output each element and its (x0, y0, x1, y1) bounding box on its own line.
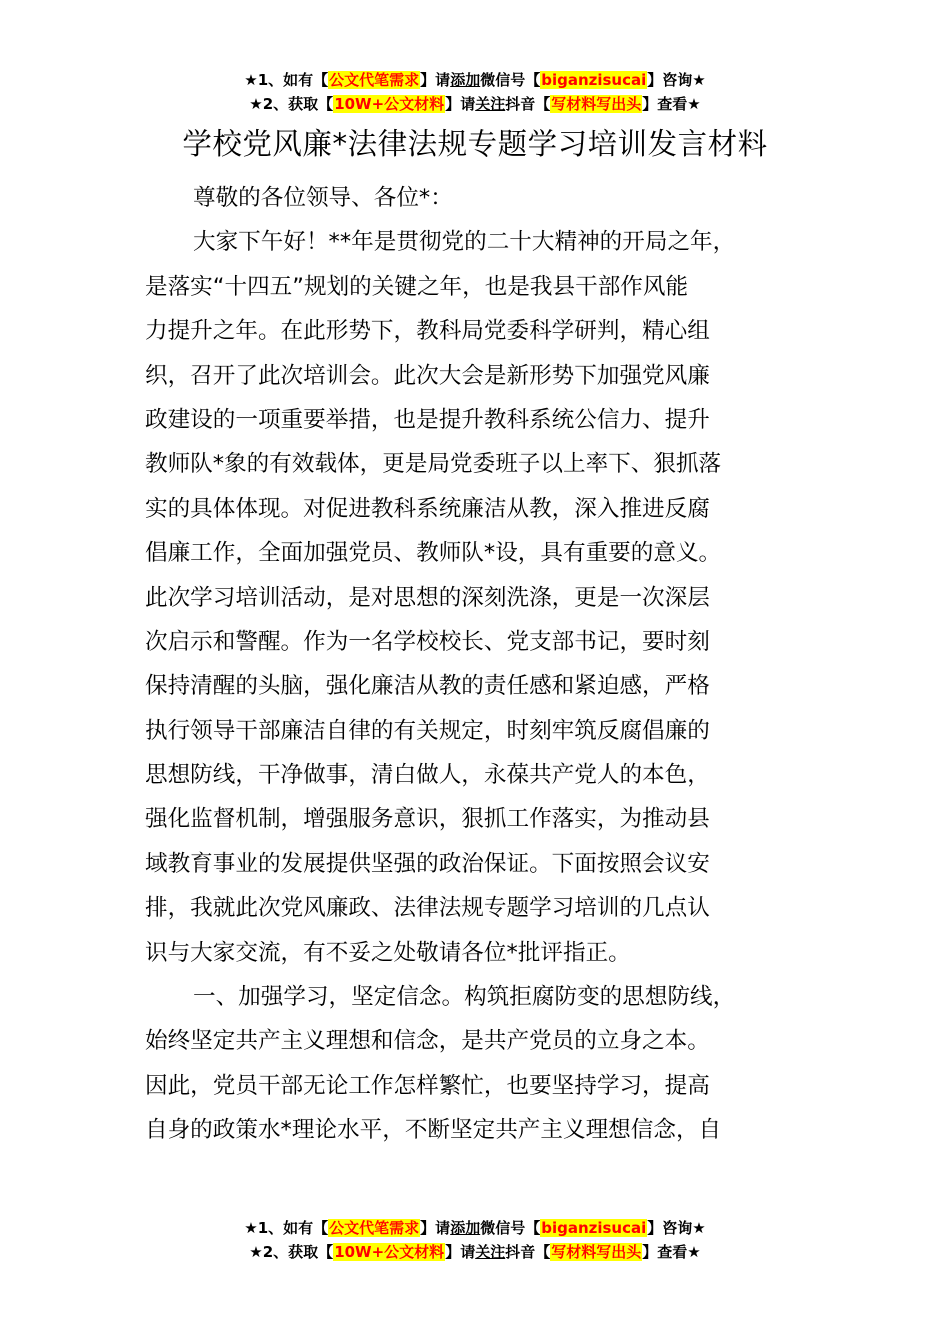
salutation-line: 尊敬的各位领导、各位*： (193, 185, 453, 211)
paragraph-line: 力提升之年。在此形势下，教科局党委科学研判，精心组 (145, 318, 710, 345)
paragraph-line: 实的具体体现。对促进教科系统廉洁从教，深入推进反腐 (145, 495, 710, 522)
header-banner (0, 68, 950, 116)
paragraph-line: 大家下午好！**年是贯彻党的二十大精神的开局之年， (193, 229, 736, 256)
banner-highlight: 公文代笔需求 (329, 1219, 420, 1237)
banner-text: 】查看★ (642, 1243, 701, 1261)
banner-text: 】咨询★ (647, 71, 706, 89)
banner-text: 】请 (420, 1219, 451, 1237)
banner-text: 微信号【 (480, 71, 541, 89)
footer-banner (0, 1216, 950, 1264)
paragraph-line: 倡廉工作，全面加强党员、教师队*设，具有重要的意义。 (145, 540, 722, 567)
paragraph-2 (145, 975, 835, 1153)
banner-text: 】查看★ (642, 95, 701, 113)
paragraph-line: 次启示和警醒。作为一名学校校长、党支部书记，要时刻 (145, 628, 710, 655)
banner-highlight: 10W+公文材料 (334, 1243, 445, 1261)
footer-banner-line-1 (0, 1216, 950, 1240)
paragraph-line: 教师队*象的有效载体，更是局党委班子以上率下、狠抓落 (145, 451, 722, 478)
banner-text: 】请 (445, 95, 476, 113)
footer-banner-line-2 (0, 1240, 950, 1264)
paragraph-line: 政建设的一项重要举措，也是提升教科系统公信力、提升 (145, 406, 710, 433)
paragraph-line: 自身的政策水*理论水平，不断坚定共产主义理想信念，自 (145, 1117, 722, 1144)
banner-text: 抖音【 (505, 1243, 551, 1261)
banner-text: ★1、如有【 (244, 71, 329, 89)
paragraph-line: 排，我就此次党风廉政、法律法规专题学习培训的几点认 (145, 895, 710, 922)
banner-text: ★2、获取【 (249, 95, 334, 113)
paragraph-line: 因此，党员干部无论工作怎样繁忙，也要坚持学习，提高 (145, 1072, 710, 1099)
paragraph-line: 执行领导干部廉洁自律的有关规定，时刻牢筑反腐倡廉的 (145, 717, 710, 744)
header-banner-line-1 (0, 68, 950, 92)
banner-underline: 关注 (475, 1243, 506, 1261)
banner-underline: 添加 (450, 71, 481, 89)
banner-text: 抖音【 (505, 95, 551, 113)
paragraph-line: 此次学习培训活动，是对思想的深刻洗涤，更是一次深层 (145, 584, 710, 611)
banner-highlight: biganzisucai (541, 1219, 647, 1237)
banner-text: 】请 (420, 71, 451, 89)
header-banner-line-2 (0, 92, 950, 116)
paragraph-line: 域教育事业的发展提供坚强的政治保证。下面按照会议安 (145, 850, 710, 877)
banner-text: ★1、如有【 (244, 1219, 329, 1237)
paragraph-line: 织，召开了此次培训会。此次大会是新形势下加强党风廉 (145, 362, 710, 389)
banner-text: 】咨询★ (647, 1219, 706, 1237)
paragraph-line: 强化监督机制，增强服务意识，狠抓工作落实，为推动县 (145, 806, 710, 833)
banner-underline: 关注 (475, 95, 506, 113)
banner-highlight: biganzisucai (541, 71, 647, 89)
banner-text: 微信号【 (480, 1219, 541, 1237)
paragraph-line: 一、加强学习，坚定信念。构筑拒腐防变的思想防线， (193, 984, 736, 1011)
document-body (145, 176, 835, 1153)
banner-highlight: 10W+公文材料 (334, 95, 445, 113)
paragraph-line: 保持清醒的头脑，强化廉洁从教的责任感和紧迫感，严格 (145, 673, 710, 700)
paragraph-line: 是落实“十四五”规划的关键之年，也是我县干部作风能 (145, 273, 689, 300)
paragraph-line: 识与大家交流，有不妥之处敬请各位*批评指正。 (145, 939, 631, 966)
paragraph-line: 思想防线，干净做事，清白做人，永葆共产党人的本色， (145, 762, 710, 789)
banner-text: ★2、获取【 (249, 1243, 334, 1261)
banner-highlight: 写材料写出头 (551, 95, 642, 113)
banner-highlight: 写材料写出头 (551, 1243, 642, 1261)
salutation (145, 176, 835, 220)
document-title: 学校党风廉*法律法规专题学习培训发言材料 (182, 127, 768, 161)
paragraph-1 (145, 220, 835, 975)
banner-underline: 添加 (450, 1219, 481, 1237)
banner-highlight: 公文代笔需求 (329, 71, 420, 89)
paragraph-line: 始终坚定共产主义理想和信念，是共产党员的立身之本。 (145, 1028, 710, 1055)
banner-text: 】请 (445, 1243, 476, 1261)
